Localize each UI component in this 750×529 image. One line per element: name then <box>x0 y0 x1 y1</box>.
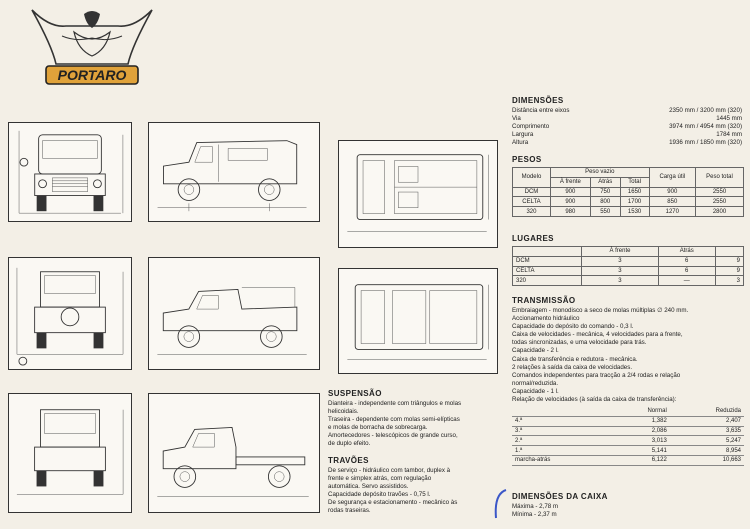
pesos-table: Modelo Peso vazio Carga útil Peso total À frente Atrás Total DCM 900 750 1650 900 2550 CELTA 900 800 1700 850 2550 320 980 550 1530 1270 2800 <box>512 167 744 217</box>
lugares-heading: LUGARES <box>512 234 554 243</box>
table-row: CELTA 900 800 1700 850 2550 <box>513 197 744 207</box>
portaro-logo <box>22 6 162 88</box>
dimensoes-row: Largura 1784 mm <box>512 131 742 139</box>
caixa-text: Máxima - 2,78 m Mínima - 2,37 m <box>512 503 559 519</box>
table-row: CELTA 3 6 9 <box>513 266 744 276</box>
transmissao-heading: TRANSMISSÃO <box>512 296 576 305</box>
caixa-heading: DIMENSÕES DA CAIXA <box>512 492 608 501</box>
blue-pen-mark <box>488 488 510 520</box>
table-row: marcha-atrás 6,122 10,663 <box>512 455 744 465</box>
front-view-drawing <box>8 122 132 222</box>
dimensoes-row: Via 1445 mm <box>512 115 742 123</box>
dimensoes-heading: DIMENSÕES <box>512 96 564 105</box>
table-row: 3.ª 2,086 3,635 <box>512 426 744 436</box>
pickup-top-view-drawing <box>338 268 498 374</box>
suspensao-text: Dianteira - independente com triângulos e molas helicoidais. Traseira - dependente com molas semi-elípticas e molas de borracha de sobrecarga. Amortecedores - telescópicos de grande curso, de duplo efeito. <box>328 400 462 448</box>
gear-ratio-table: Normal Reduzida 4.ª 1,382 2,407 3.ª 2,086 3,635 2.ª 3,013 5,247 1.ª 5,141 8,954 marcha-atrás 6,122 10,663 <box>512 407 744 466</box>
dimensoes-row: Distância entre eixos 2350 mm / 3200 mm (320) <box>512 107 742 114</box>
rear-view-drawing <box>8 257 132 370</box>
travoes-text: De serviço - hidráulico com tambor, duplex à frente e simplex atrás, com regulação automática. Servo assistidos. Capacidade depósito travões - 0,75 l. De segurança e estacionamento - mecânico às rodas traseiras. <box>328 467 458 515</box>
cab-front-view-drawing <box>8 393 132 513</box>
logo-text: PORTARO <box>57 67 127 83</box>
table-row: 1.ª 5,141 8,954 <box>512 446 744 456</box>
table-row: 4.ª 1,382 2,407 <box>512 416 744 426</box>
side-view-drawing <box>148 122 320 222</box>
dimensoes-row: Comprimento 3974 mm / 4954 mm (320) <box>512 123 742 131</box>
table-row: DCM 3 6 9 <box>513 256 744 266</box>
table-row: 2.ª 3,013 5,247 <box>512 436 744 446</box>
chassis-cab-side-view-drawing <box>148 393 320 513</box>
transmissao-text: Embraiagem - monodisco a seco de molas múltiplas ∅ 240 mm. Accionamento hidráulico Capacidade do depósito do comando - 0,3 l. Caixa de velocidades - mecânica, 4 velocidades para a frente, todas sincronizadas, e uma velocidade para trás. Capacidade - 2 l. Caixa de transferência e redutora - mecânica. 2 relações à saída da caixa de velocidades. Comandos independentes para tracção a 2/4 rodas e relação normal/reduzida. Capacidade - 1 l. Relação de velocidades (à saída da caixa de transferência): <box>512 307 689 404</box>
top-view-drawing <box>338 140 498 248</box>
dimensoes-list <box>512 107 742 147</box>
lugares-table: À frente Atrás DCM 3 6 9 CELTA 3 6 9 320 3 — 3 <box>512 246 744 286</box>
table-row: DCM 900 750 1650 900 2550 <box>513 187 744 197</box>
travoes-heading: TRAVÕES <box>328 456 369 465</box>
pickup-side-view-drawing <box>148 257 320 370</box>
table-row: 320 3 — 3 <box>513 276 744 286</box>
dimensoes-row: Altura 1936 mm / 1850 mm (320) <box>512 139 742 147</box>
table-row: 320 980 550 1530 1270 2800 <box>513 207 744 217</box>
pesos-heading: PESOS <box>512 155 542 164</box>
suspensao-heading: SUSPENSÃO <box>328 389 382 398</box>
